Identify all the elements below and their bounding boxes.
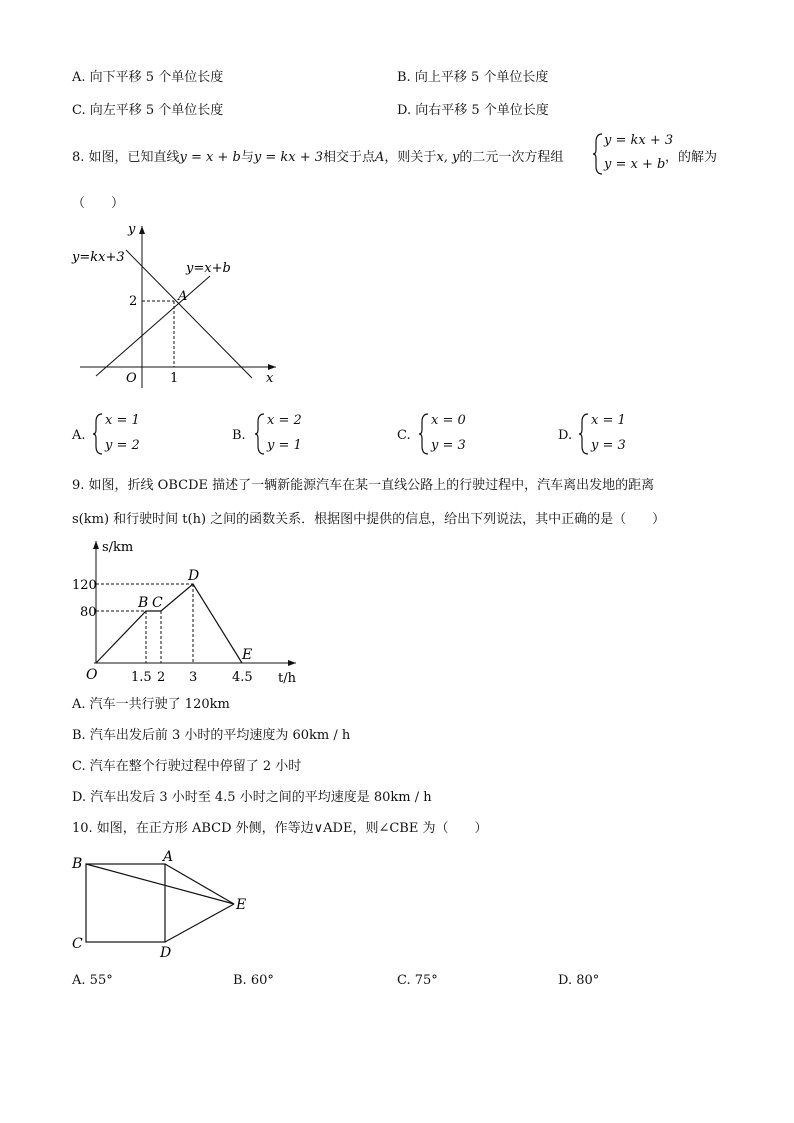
tick-t-2: 2 (157, 670, 166, 685)
option-c-x: x = 0 (431, 413, 466, 428)
q10-option-a (72, 973, 113, 988)
option-text: 汽车出发后 3 小时至 4.5 小时之间的平均速度是 80km / h (90, 790, 432, 805)
system-brace-icon (592, 132, 604, 176)
q9-graph (68, 535, 308, 687)
tick-y-2: 2 (129, 294, 138, 309)
label-origin: O (126, 371, 137, 386)
option-text: 60° (250, 973, 274, 988)
option-a-x: x = 1 (105, 413, 140, 428)
brace-icon (254, 412, 266, 456)
option-text: 向下平移 5 个单位长度 (89, 70, 224, 85)
y-axis-arrow-icon (139, 226, 145, 234)
label-point-b: B (138, 595, 149, 611)
segment-ae (165, 864, 234, 904)
option-d-x: x = 1 (591, 413, 626, 428)
q10-option-b (233, 973, 274, 988)
tick-t-3: 3 (189, 670, 198, 685)
label-b: B (72, 856, 83, 872)
label-point-d: D (188, 568, 200, 584)
q9-option-d (72, 786, 432, 805)
option-letter: D. (558, 428, 573, 443)
option-text: 汽车在整个行驶过程中停留了 2 小时 (89, 759, 302, 774)
q8-stem-end: ，的解为 (665, 150, 718, 165)
tick-t-1-5: 1.5 (131, 670, 152, 685)
option-text: 80° (576, 973, 600, 988)
label-line-x-plus-b: y=x+b (186, 261, 231, 276)
q7-option-c (72, 99, 223, 118)
label-origin: O (86, 667, 98, 683)
option-d-y: y = 3 (591, 438, 626, 453)
option-letter: C. (397, 973, 411, 988)
q8-option-c (397, 428, 411, 443)
option-c-y: y = 3 (431, 438, 466, 453)
label-d: D (160, 945, 172, 961)
option-text: 向左平移 5 个单位长度 (89, 103, 224, 118)
tick-x-1: 1 (170, 371, 179, 386)
stem-text: ，则关于 (384, 150, 437, 165)
option-b-x: x = 2 (267, 413, 302, 428)
brace-icon (92, 412, 104, 456)
q8-option-b (232, 428, 246, 443)
polyline-obcde (96, 584, 242, 663)
q8-option-a (72, 428, 86, 443)
label-point-e: E (242, 647, 253, 663)
option-letter: C. (397, 428, 411, 443)
system-line-1: y = kx + 3 (604, 133, 674, 148)
stem-text: 与 (240, 150, 254, 165)
label-x-axis: x (266, 371, 274, 386)
segment-be (86, 864, 234, 904)
option-text: 75° (414, 973, 438, 988)
option-text: 55° (89, 973, 113, 988)
q10-stem: 10. 如图，在正方形 ABCD 外侧，作等边∨ADE，则∠CBE 为（ ） (72, 821, 488, 836)
option-text: 汽车一共行驶了 120km (89, 697, 230, 712)
option-letter: C. (72, 759, 86, 774)
q10-option-d (558, 973, 599, 988)
q9-option-a (72, 693, 230, 712)
option-letter: C. (72, 103, 86, 118)
option-letter: B. (72, 728, 86, 743)
q9-option-c (72, 755, 301, 774)
square-abcd (86, 864, 165, 942)
label-line-kx-plus-3: y=kx+3 (72, 250, 125, 265)
system-line-2: y = x + b (604, 157, 666, 172)
option-letter: D. (397, 103, 412, 118)
t-axis-arrow-icon (288, 660, 296, 666)
option-text: 汽车出发后前 3 小时的平均速度为 60km / h (89, 728, 351, 743)
q8-stem (72, 146, 563, 165)
option-letter: D. (558, 973, 573, 988)
equation-1: y = x + b (179, 150, 241, 165)
label-c: C (72, 936, 83, 952)
q9-option-b (72, 724, 350, 743)
q9-stem-line-2: s(km) 和行驶时间 t(h) 之间的函数关系．根据图中提供的信息，给出下列说法，其中正确的是（ ） (72, 512, 666, 527)
q10-option-c (397, 973, 438, 988)
label-y-axis: y (128, 222, 136, 237)
line-x-plus-b (96, 276, 210, 376)
option-letter: A. (72, 973, 86, 988)
label-s-axis: s/km (102, 540, 134, 555)
q8-graph (68, 218, 288, 393)
label-point-a: A (178, 289, 188, 304)
x-axis-arrow-icon (268, 364, 276, 370)
variables: x, y (436, 150, 460, 165)
option-letter: A. (72, 428, 86, 443)
stem-text: 相交于点 (323, 150, 376, 165)
brace-icon (578, 412, 590, 456)
label-t-axis: t/h (278, 671, 296, 686)
q9-stem-line-1: 9. 如图，折线 OBCDE 描述了一辆新能源汽车在某一直线公路上的行驶过程中，汽车离出发地的距离 (72, 478, 655, 493)
point-label: A (375, 150, 385, 165)
q10-figure (68, 845, 258, 963)
option-letter: B. (233, 973, 247, 988)
label-a: A (163, 849, 174, 865)
label-point-c: C (152, 595, 163, 611)
tick-s-80: 80 (80, 605, 97, 620)
option-letter: A. (72, 70, 86, 85)
stem-text: 8. 如图，已知直线 (72, 150, 180, 165)
q7-option-d (397, 99, 549, 118)
label-e: E (236, 897, 247, 913)
s-axis-arrow-icon (93, 541, 99, 549)
tick-t-4-5: 4.5 (232, 670, 253, 685)
q8-option-d (558, 428, 572, 443)
option-a-y: y = 2 (105, 438, 140, 453)
option-letter: A. (72, 697, 86, 712)
option-letter: D. (72, 790, 87, 805)
tick-s-120: 120 (72, 578, 97, 593)
brace-icon (418, 412, 430, 456)
stem-text: 的二元一次方程组 (459, 150, 564, 165)
q7-option-a (72, 66, 223, 85)
option-letter: B. (232, 428, 246, 443)
option-text: 向右平移 5 个单位长度 (415, 103, 549, 118)
option-letter: B. (397, 70, 411, 85)
option-text: 向上平移 5 个单位长度 (414, 70, 549, 85)
q7-option-b (397, 66, 548, 85)
option-b-y: y = 1 (267, 438, 302, 453)
equation-2: y = kx + 3 (253, 150, 324, 165)
segment-de (165, 904, 234, 942)
q8-answer-paren: （ ） (72, 196, 125, 211)
